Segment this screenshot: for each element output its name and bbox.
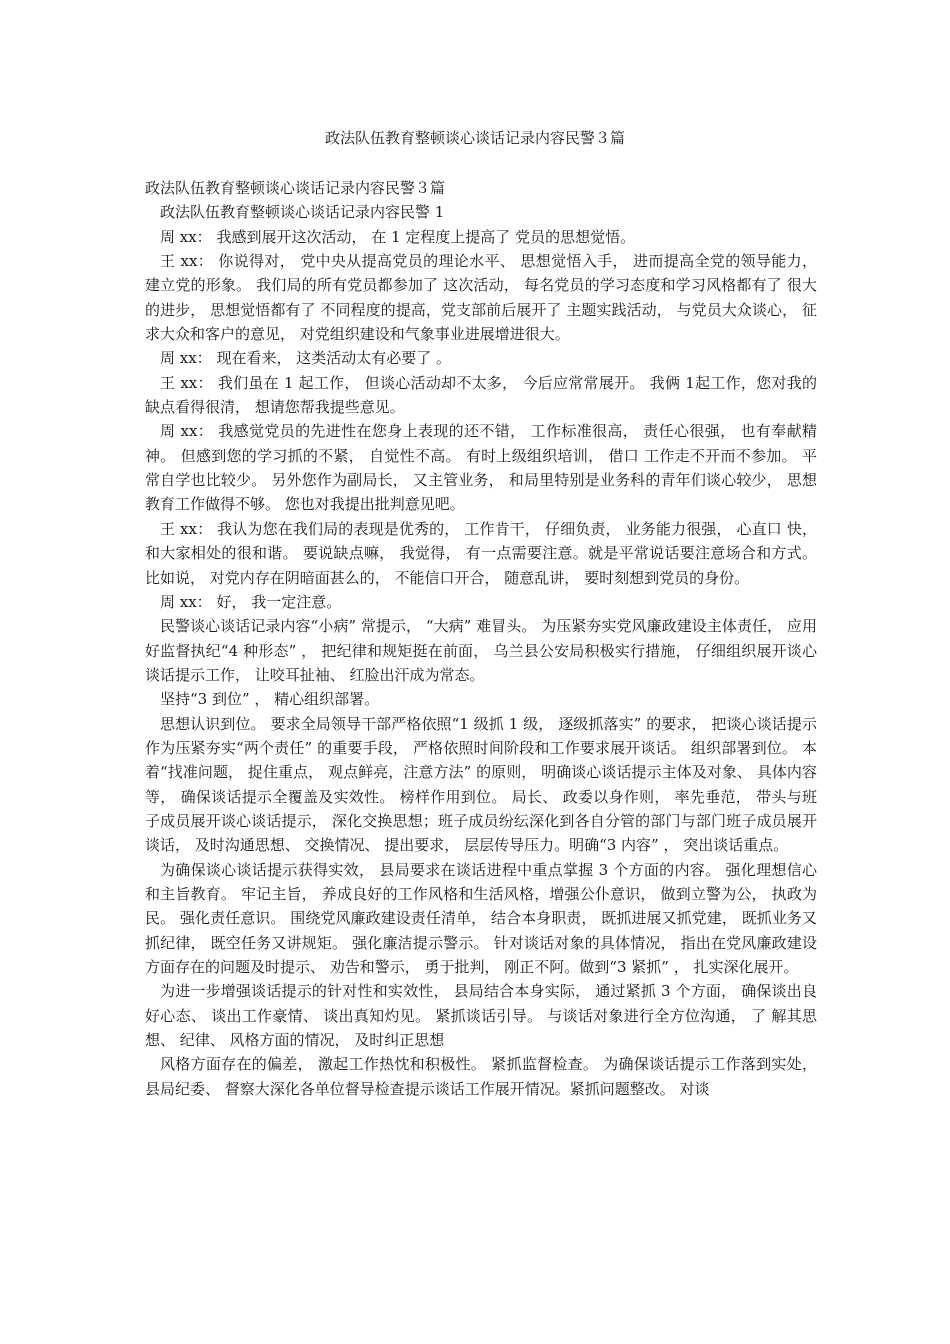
paragraph: 风格方面存在的偏差， 激起工作热忱和积极性。 紧抓监督检查。 为确保谈话提示工作落到实处， 县局纪委、 督察大深化各单位督导检查提示谈话工作展开情况。紧抓问题整改。 对谈 — [145, 1055, 817, 1098]
paragraph: 坚持“3 到位” ， 精心组织部署。 — [160, 690, 380, 709]
paragraph: 思想认识到位。 要求全局领导干部严格依照“1 级抓 1 级， 逐级抓落实” 的要求， 把谈心谈话提示作为压紧夯实“两个责任” 的重要手段， 严格依照时间阶段和工作要求展开谈话。 组织部署到位。 本着“找准问题， 捉住重点， 观点鲜亮，注意方法” 的原则， 明确谈心谈话提示主体及对象、 具体内容等， 确保谈话提示全覆盖及实效性。 榜样作用到位。 局长、 政委以身作则， 率先垂范， 带头与班子成员展开谈心谈话提示， 深化交换思想；班子成员纷纭深化到各自分管的部门与部门班子成员展开谈话， 及时沟通思想、 交换情况、 提出要求， 层层传导压力。明确“3 内容” ， 突出谈话重点。 — [145, 714, 817, 855]
paragraph: 为确保谈心谈话提示获得实效， 县局要求在谈话进程中重点掌握 3 个方面的内容。 强化理想信心和主旨教育。 牢记主旨， 养成良好的工作风格和生活风格，增强公仆意识， 做到立警为公， 执政为民。 强化责任意识。 围绕党风廉政建设责任清单， 结合本身职责， 既抓进展又抓党建， 既抓业务又抓纪律， 既空任务又讲规矩。 强化廉洁提示警示。 针对谈话对象的具体情况， 指出在党风廉政建设方面存在的问题及时提示、 劝告和警示， 勇于批判， 刚正不阿。做到“3 紧抓” ， 扎实深化展开。 — [145, 860, 817, 976]
document-heading: 政法队伍教育整顿谈心谈话记录内容民警３篇 — [145, 179, 446, 197]
paragraph: 周 xx： 我感到展开这次活动， 在 1 定程度上提高了 党员的思想觉悟。 — [160, 227, 636, 246]
paragraph: 民警谈心谈话记录内容“小病” 常提示， “大病” 难冒头。 为压紧夯实党风廉政建设主体责任， 应用好监督执纪“4 种形态” ， 把纪律和规矩挺在前面， 乌兰县公安局积极实行措施， 仔细组织展开谈心谈话提示工作， 让咬耳扯袖、 红脸出汗成为常态。 — [145, 617, 817, 684]
paragraph: 王 xx： 我认为您在我们局的表现是优秀的， 工作肯干， 仔细负责， 业务能力很强， 心直口 快， 和大家相处的很和谐。 要说缺点嘛， 我觉得， 有一点需要注意。就是平常说话要注意场合和方式。 比如说， 对党内存在阴暗面甚么的， 不能信口开合， 随意乱讲， 要时刻想到党员的身份。 — [145, 519, 817, 587]
paragraph: 王 xx： 你说得对， 党中央从提高党员的理论水平、 思想觉悟入手， 进而提高全党的领导能力， 建立党的形象。 我们局的所有党员都参加了 这次活动， 每名党员的学习态度和学习风格都有了 很大的进步， 思想觉悟都有了 不同程度的提高，党支部前后展开了 主题实践活动， 与党员大众谈心， 征求大众和客户的意见， 对党组织建设和气象事业进展增进很大。 — [145, 252, 817, 344]
paragraph: 周 xx： 好， 我一定注意。 — [160, 592, 342, 611]
document-title: 政法队伍教育整顿谈心谈话记录内容民警３篇 — [324, 129, 625, 147]
paragraph: 周 xx： 我感觉党员的先进性在您身上表现的还不错， 工作标准很高， 责任心很强， 也有奉献精神。 但感到您的学习抓的不紧， 自觉性不高。 有时上级组织培训， 借口 工作走不开而不参加。 平常自学也比较少。 另外您作为副局长， 又主管业务， 和局里特别是业务科的青年们谈心较少， 思想教育工作做得不够。 您也对我提出批判意见吧。 — [145, 422, 817, 514]
document-body — [145, 176, 817, 1101]
paragraph: 王 xx： 我们虽在 1 起工作， 但谈心活动却不太多， 今后应常常展开。 我俩 1起工作，您对我的缺点看得很清， 想请您帮我提些意见。 — [145, 373, 817, 417]
paragraph: 为进一步增强谈话提示的针对性和实效性， 县局结合本身实际， 通过紧抓 3 个方面， 确保谈出良好心态、 谈出工作豪情、 谈出真知灼见。 紧抓谈话引导。 与谈话对象进行全方位沟通， 了 解其思想、 纪律、 风格方面的情况， 及时纠正思想 — [145, 982, 817, 1050]
document-subheading: 政法队伍教育整顿谈心谈话记录内容民警 1 — [160, 203, 445, 222]
paragraph: 周 xx： 现在看来， 这类活动太有必要了 。 — [160, 349, 451, 368]
